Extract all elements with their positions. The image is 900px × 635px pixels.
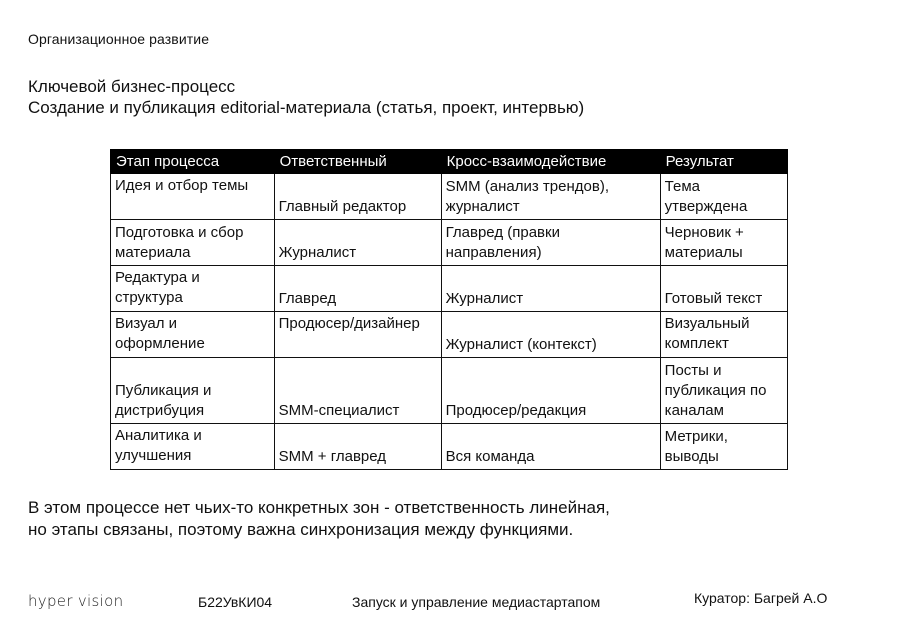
cell-cross: Вся команда — [441, 424, 660, 470]
note-line: но этапы связаны, поэтому важна синхронизация между функциями. — [28, 520, 574, 539]
cell-owner: SMM + главред — [274, 424, 441, 470]
column-header-stage: Этап процесса — [111, 150, 275, 174]
cell-result: Посты и публикация по каналам — [660, 358, 787, 424]
cell-owner: Продюсер/дизайнер — [274, 312, 441, 358]
column-header-result: Результат — [660, 150, 787, 174]
table-row — [111, 424, 788, 470]
table-row — [111, 174, 788, 220]
cell-result: Черновик + материалы — [660, 220, 787, 266]
column-header-cross: Кросс-взаимодействие — [441, 150, 660, 174]
course-code: Б22УвКИ04 — [198, 594, 273, 610]
cell-stage: Подготовка и сбор материала — [111, 220, 275, 266]
cell-result: Метрики, выводы — [660, 424, 787, 470]
cell-stage: Аналитика и улучшения — [111, 424, 275, 470]
table-header-row — [111, 150, 788, 174]
cell-owner: Главред — [274, 266, 441, 312]
process-table — [110, 149, 788, 470]
section-label: Организационное развитие — [28, 31, 210, 47]
cell-stage: Визуал и оформление — [111, 312, 275, 358]
course-title: Запуск и управление медиастартапом — [352, 594, 601, 610]
table-row — [111, 220, 788, 266]
page-title: Ключевой бизнес-процесс — [28, 77, 236, 96]
cell-cross: Главред (правки направления) — [441, 220, 660, 266]
cell-owner: Журналист — [274, 220, 441, 266]
cell-owner: SMM-специалист — [274, 358, 441, 424]
cell-stage: Редактура и структура — [111, 266, 275, 312]
cell-result: Визуальный комплект — [660, 312, 787, 358]
cell-cross: Журналист (контекст) — [441, 312, 660, 358]
cell-result: Готовый текст — [660, 266, 787, 312]
cell-cross: Продюсер/редакция — [441, 358, 660, 424]
cell-stage: Публикация и дистрибуция — [111, 358, 275, 424]
cell-cross: Журналист — [441, 266, 660, 312]
cell-owner: Главный редактор — [274, 174, 441, 220]
cell-cross: SMM (анализ трендов), журналист — [441, 174, 660, 220]
note-line: В этом процессе нет чьих-то конкретных зон - ответственность линейная, — [28, 498, 610, 517]
table-row — [111, 358, 788, 424]
table-row — [111, 312, 788, 358]
hyper-vision-logo: hyper vision — [28, 592, 124, 610]
table-row — [111, 266, 788, 312]
column-header-owner: Ответственный — [274, 150, 441, 174]
cell-result: Тема утверждена — [660, 174, 787, 220]
process-note — [28, 497, 610, 541]
page-subtitle: Создание и публикация editorial-материала (статья, проект, интервью) — [28, 98, 585, 117]
cell-stage: Идея и отбор темы — [111, 174, 275, 220]
curator-label: Куратор: Багрей А.О — [694, 590, 828, 606]
